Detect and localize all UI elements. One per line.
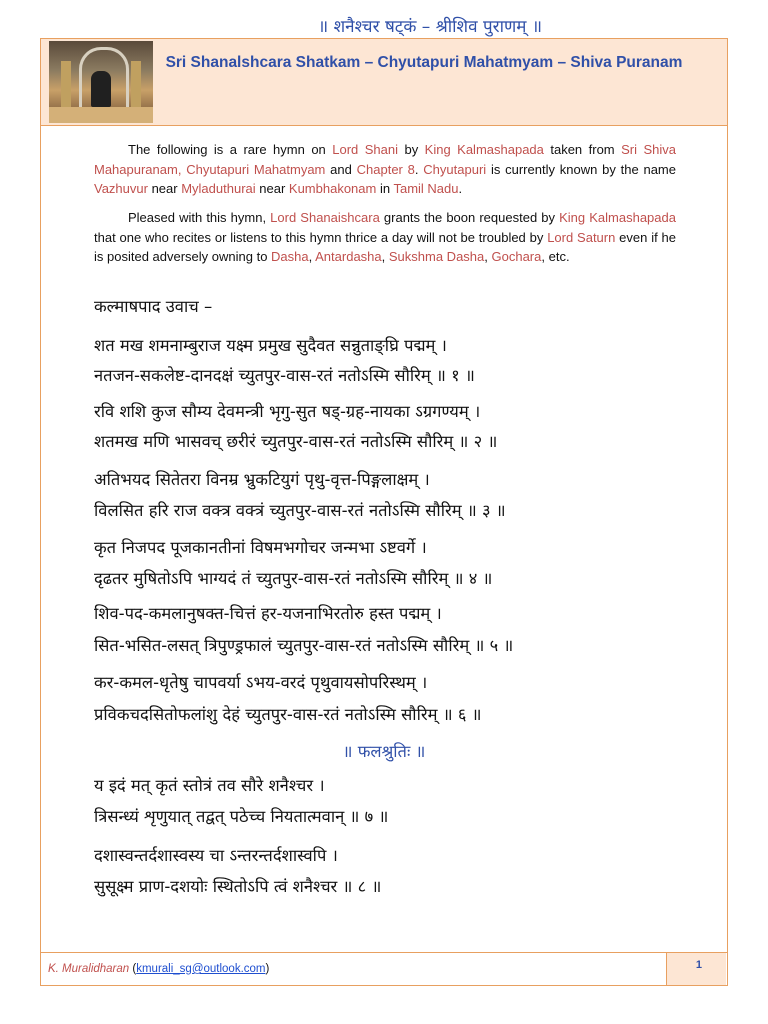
verse-line: रवि शशि कुज सौम्य देवमन्त्री भृगु-सुत षड्-ग्रह-नायका ऽग्रगण्यम् ।	[94, 402, 481, 421]
lamp-left-shape	[61, 61, 71, 109]
intro-text: ,	[381, 249, 389, 264]
verse-line: सुसूक्ष्म प्राण-दशयोः स्थितोऽपि त्वं शनैश्चर ॥ ८ ॥	[94, 877, 382, 896]
intro-text: is currently known by the name	[486, 161, 676, 177]
verse-line: प्रविकचदसितोफलांशु देहं च्युतपुर-वास-रतं नतोऽस्मि सौरिम् ॥ ६ ॥	[94, 705, 482, 724]
highlighted-term: Myladuthurai	[181, 181, 256, 196]
author-email-link[interactable]: kmurali_sg@outlook.com	[136, 963, 266, 975]
verse-line: अतिभयद सितेतरा विनम्र भ्रुकटियुगं पृथु-वृत्त-पिङ्गलाक्षम् ।	[94, 470, 430, 489]
verse-speaker: कल्माषपाद उवाच –	[94, 297, 213, 316]
title-sanskrit: ॥ शनैश्चर षट्कं – श्रीशिव पुराणम् ॥	[317, 17, 543, 37]
highlighted-term: Sukshma Dasha	[388, 249, 485, 264]
highlighted-term: King Kalmashapada	[424, 142, 544, 157]
intro-text: even if he is posited adversely owning to	[94, 229, 676, 264]
intro-text: near	[255, 181, 289, 196]
highlighted-term: Tamil Nadu	[393, 181, 459, 196]
intro-text: .	[458, 181, 463, 196]
verse-line: कृत निजपद पूजकानतीनां विषमभगोचर जन्मभा ऽष्टवर्गे ।	[94, 538, 427, 557]
verse-line: विलसित हरि राज वक्त्र वक्त्रं च्युतपुर-वास-रतं नतोऽस्मि सौरिम् ॥ ३ ॥	[94, 501, 506, 520]
intro-text: taken from	[543, 142, 622, 157]
deity-idol-shape	[91, 71, 111, 107]
highlighted-term: Dasha	[271, 249, 309, 264]
verse-line: य इदं मत् कृतं स्तोत्रं तव सौरे शनैश्चर ।	[94, 776, 325, 795]
intro-text: by	[398, 142, 425, 157]
page-number: 1	[695, 959, 702, 971]
verse-line: त्रिसन्ध्यं शृणुयात् तद्वत् पठेच्च नियतात्मवान् ॥ ७ ॥	[94, 807, 389, 826]
close-paren: )	[265, 963, 270, 975]
verse-line: दृढतर मुषितोऽपि भाग्यदं तं च्युतपुर-वास-रतं नतोऽस्मि सौरिम् ॥ ४ ॥	[94, 569, 493, 588]
verse-line: नतजन-सकलेष्ट-दानदक्षं च्युतपुर-वास-रतं नतोऽस्मि सौरिम् ॥ १ ॥	[94, 366, 475, 385]
author-name: K. Muralidharan	[48, 963, 130, 975]
highlighted-term: King Kalmashapada	[559, 210, 676, 225]
open-paren: (	[129, 963, 137, 975]
highlighted-term: Gochara	[491, 249, 542, 264]
intro-text: that one who recites or listens to this hymn thrice a day will not be troubled by	[94, 229, 548, 245]
highlighted-term: Sri Shiva Mahapuranam, Chyutapuri Mahatmyam	[94, 142, 676, 177]
highlighted-term: Lord Saturn	[547, 229, 616, 245]
highlighted-term: Chyutapuri	[423, 161, 487, 177]
verse-line: कर-कमल-धृतेषु चापवर्या ऽभय-वरदं पृथुवायसोपरिस्थम् ।	[94, 673, 428, 692]
intro-paragraph-1	[94, 140, 676, 199]
highlighted-term: Chapter 8	[356, 161, 415, 177]
title-english: Sri Shanalshcara Shatkam – Chyutapuri Mahatmyam – Shiva Puranam	[165, 54, 683, 71]
intro-text: ,	[308, 249, 316, 264]
intro-text: The following is a rare hymn on	[128, 142, 333, 157]
intro-paragraph-2	[94, 208, 676, 267]
intro-text: , etc.	[541, 249, 570, 264]
phalashruti-heading: ॥ फलश्रुतिः ॥	[342, 742, 426, 761]
intro-text: ,	[484, 249, 492, 264]
shrine-base-shape	[49, 107, 153, 123]
highlighted-term: Antardasha	[315, 249, 382, 264]
highlighted-term: Vazhuvur	[94, 181, 148, 196]
intro-text: grants the boon requested by	[379, 210, 560, 225]
intro-text: Pleased with this hymn,	[128, 210, 271, 225]
verse-line: शिव-पद-कमलानुषक्त-चित्तं हर-यजनाभिरतोरु हस्त पद्मम् ।	[94, 604, 442, 623]
highlighted-term: Lord Shanaishcara	[270, 210, 380, 225]
verse-line: दशास्वन्तर्दशास्वस्य चा ऽन्तरन्तर्दशास्वपि ।	[94, 846, 338, 865]
verse-line: सित-भसित-लसत् त्रिपुण्ड्रफालं च्युतपुर-वास-रतं नतोऽस्मि सौरिम् ॥ ५ ॥	[94, 636, 514, 655]
intro-text: .	[414, 161, 424, 177]
verse-line: शतमख मणि भासवच् छरीरं च्युतपुर-वास-रतं नतोऽस्मि सौरिम् ॥ २ ॥	[94, 432, 498, 451]
intro-text: and	[325, 161, 357, 177]
page-header	[40, 38, 728, 126]
intro-text: in	[376, 181, 394, 196]
highlighted-term: Kumbhakonam	[288, 181, 377, 196]
highlighted-term: Lord Shani	[332, 142, 398, 157]
intro-text: near	[147, 181, 182, 196]
page-footer	[40, 952, 728, 986]
footer-credit	[48, 963, 269, 975]
verse-line: शत मख शमनाम्बुराज यक्ष्म प्रमुख सुदैवत सन्नुताङ्घ्रि पद्मम् ।	[94, 336, 447, 355]
